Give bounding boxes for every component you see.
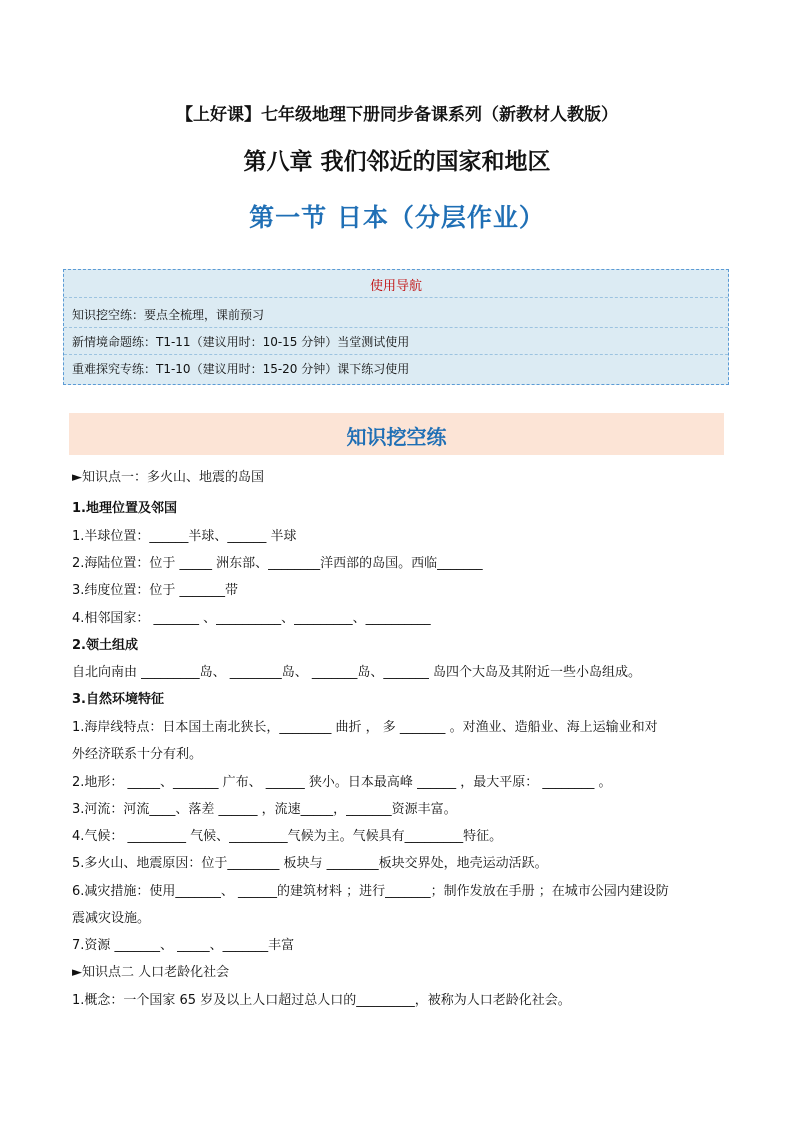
knowledge-point-heading: ►知识点一：多火山、地震的岛国 [72, 470, 264, 485]
subheading: 1.地理位置及邻国 [72, 501, 177, 516]
nav-line: 重难探究专练：T1-10（建议用时：15-20 分钟）课下练习使用 [72, 362, 410, 376]
fill-blank-item: 3.纬度位置：位于 _______带 [72, 583, 239, 598]
nav-divider [64, 354, 728, 355]
nav-line: 知识挖空练：要点全梳理，课前预习 [72, 308, 265, 322]
fill-blank-item: 4.相邻国家： _______ 、__________、_________、__________ [72, 611, 431, 626]
nav-title: 使用导航 [369, 279, 422, 294]
fill-blank-item: 自北向南由 _________岛、 ________岛、 _______岛、_______ 岛四个大岛及其附近一些小岛组成。 [72, 665, 642, 680]
fill-blank-item: 1.海岸线特点：日本国土南北狭长，________ 曲折 ， 多 _______ 。对渔业、造船业、海上运输业和对 [72, 720, 658, 735]
nav-line: 新情境命题练：T1-11（建议用时：10-15 分钟）当堂测试使用 [72, 335, 410, 349]
usage-navigation-box [63, 269, 729, 385]
fill-blank-item: 3.河流：河流____、落差 ______ ，流速_____，_______资源丰富。 [72, 802, 457, 817]
subheading: 2.领土组成 [72, 638, 138, 653]
series-title: 【上好课】七年级地理下册同步备课系列（新教材人教版） [176, 105, 618, 125]
subheading: 3.自然环境特征 [72, 692, 164, 707]
fill-blank-item: 4.气候： _________ 气候、_________气候为主。气候具有_________特征。 [72, 829, 503, 844]
fill-blank-item: 6.减灾措施：使用_______、 ______的建筑材料 ；进行_______；制作发放在手册 ；在城市公园内建设防 [72, 884, 669, 899]
fill-blank-item: 2.海陆位置：位于 _____ 洲东部、________洋西部的岛国。西临_______ [72, 556, 483, 571]
nav-divider [64, 327, 728, 328]
fill-blank-item: 2.地形： _____、_______ 广布、 ______ 狭小。日本最高峰 ______ ，最大平原： ________ 。 [72, 775, 612, 790]
fill-blank-item: 7.资源 _______、 _____、_______丰富 [72, 938, 295, 953]
section-banner [69, 413, 724, 455]
section-title: 第一节 日本（分层作业） [249, 203, 545, 232]
fill-blank-item: 1.概念：一个国家 65 岁及以上人口超过总人口的_________，被称为人口老龄化社会。 [72, 993, 571, 1008]
chapter-title: 第八章 我们邻近的国家和地区 [243, 149, 551, 175]
fill-blank-item: 外经济联系十分有利。 [72, 747, 203, 762]
knowledge-point-heading: ►知识点二 人口老龄化社会 [72, 965, 230, 980]
fill-blank-item: 1.半球位置：______半球、______ 半球 [72, 529, 297, 544]
fill-blank-item: 5.多火山、地震原因：位于________ 板块与 ________板块交界处，地壳运动活跃。 [72, 856, 548, 871]
nav-divider [64, 297, 728, 298]
section-banner-title: 知识挖空练 [346, 425, 447, 449]
fill-blank-item: 震减灾设施。 [72, 911, 151, 926]
